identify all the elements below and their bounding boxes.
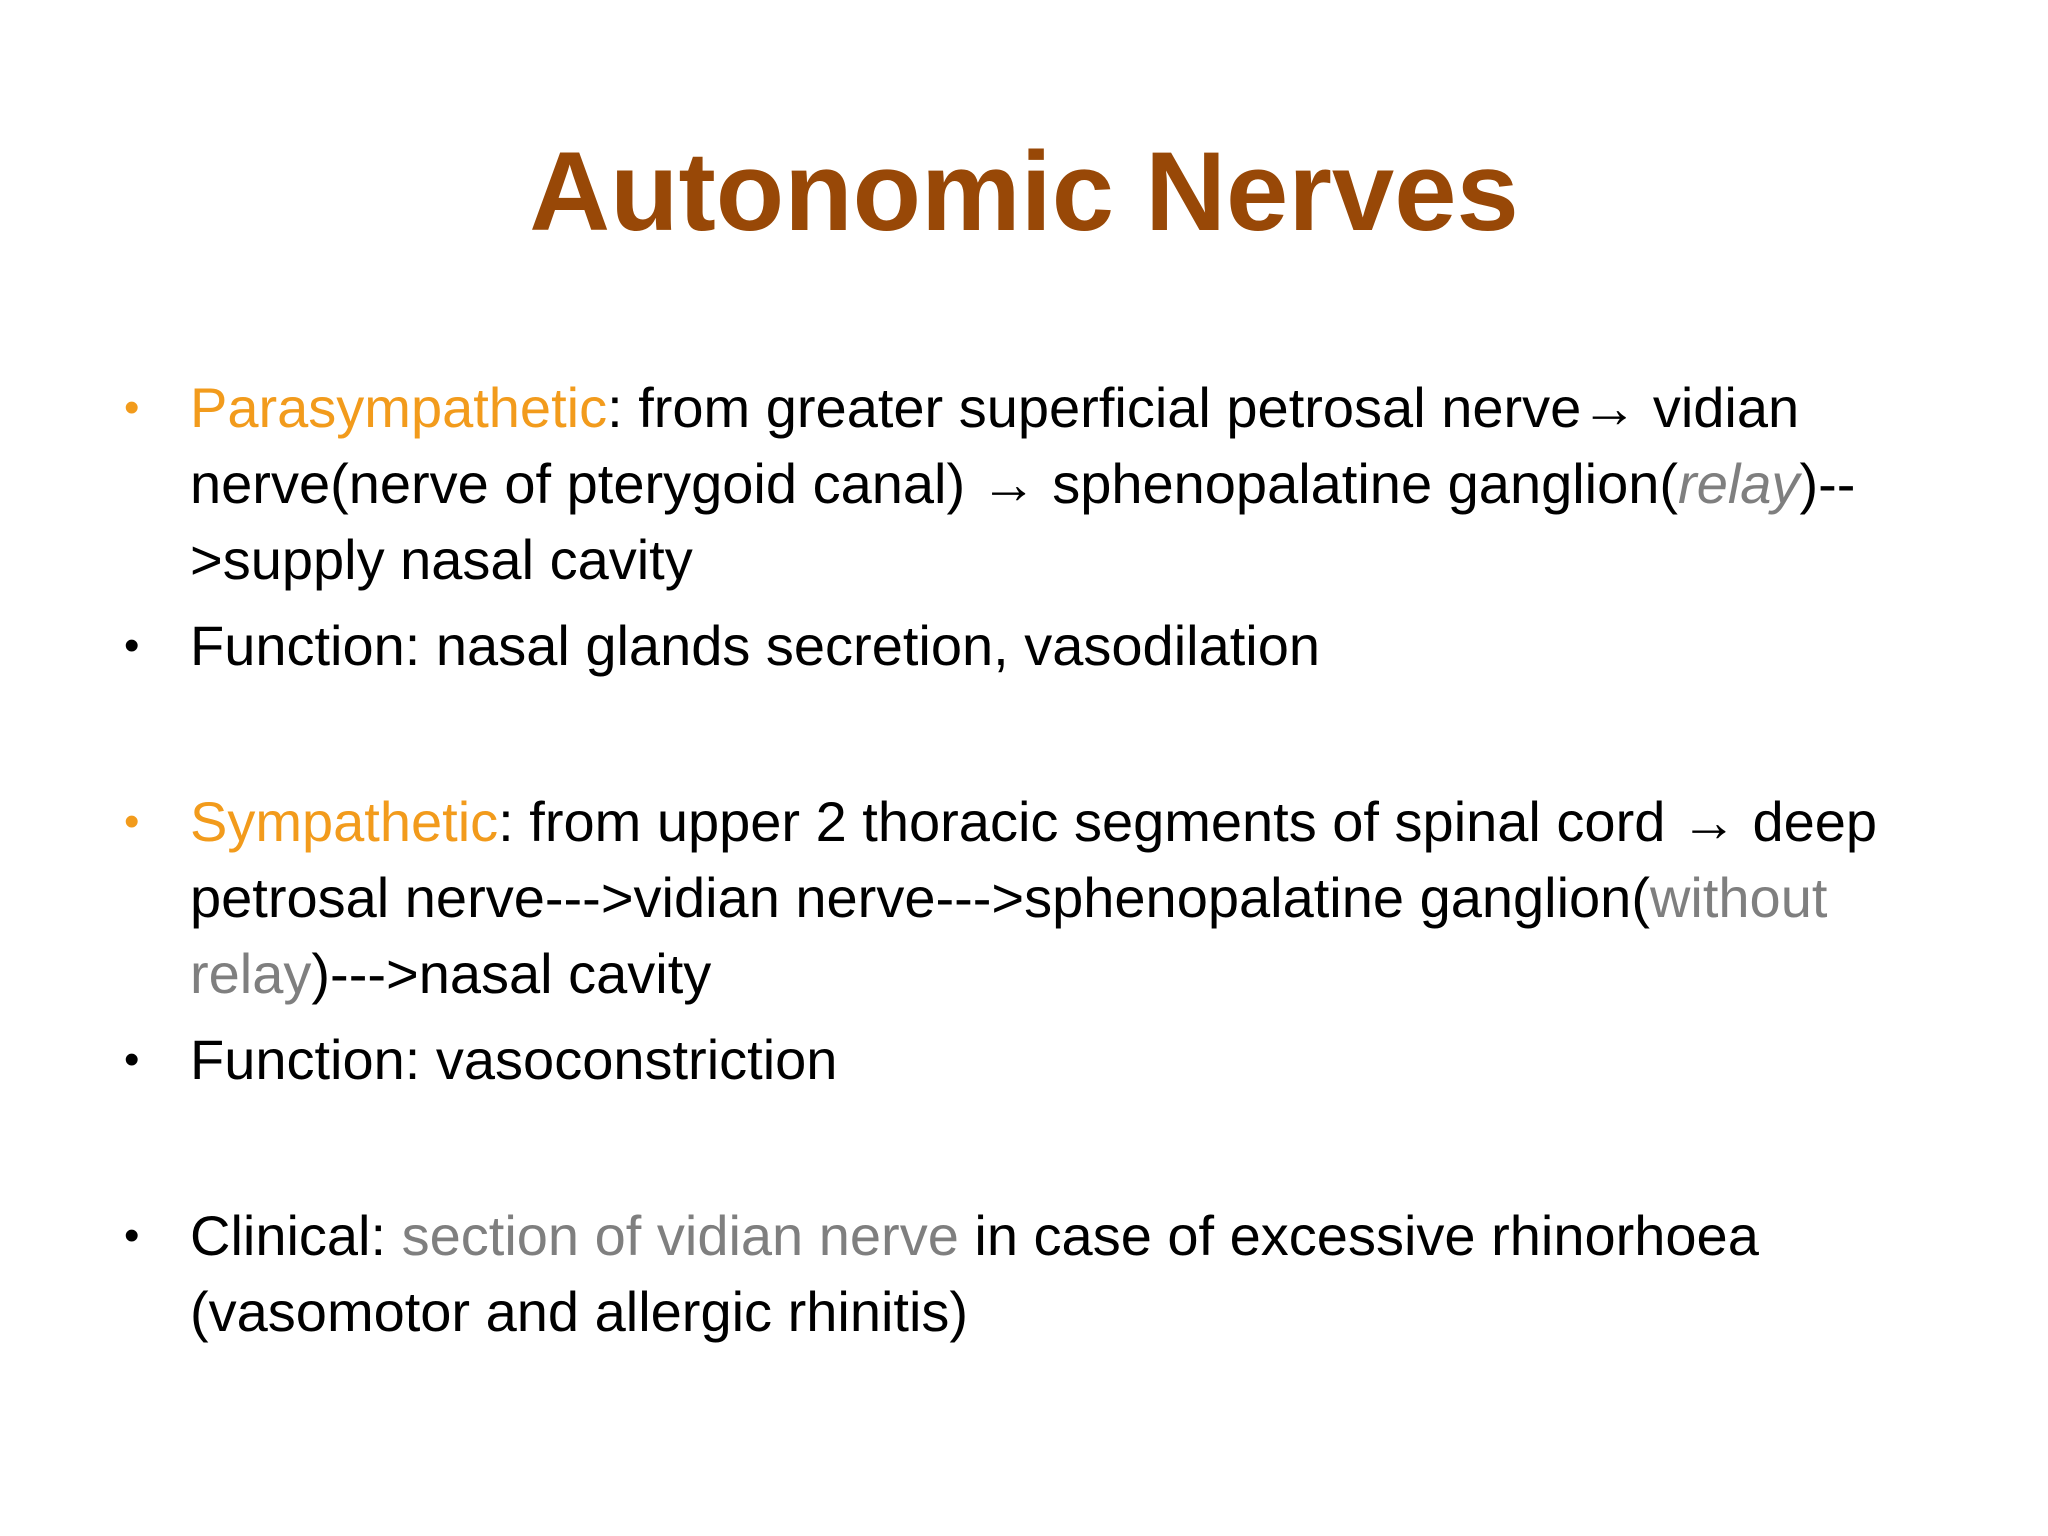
note-without-relay: without relay [190, 866, 1828, 1005]
bullet-parasympathetic [120, 370, 1980, 598]
bullet-text: Clinical: [190, 1204, 402, 1267]
bullet-marker: • [124, 621, 140, 670]
bullet-marker: • [124, 1035, 140, 1084]
bullet-text: : from greater superficial petrosal nerve→ vidian nerve(nerve of pterygoid canal) → sphenopalatine ganglion( [190, 376, 1800, 515]
bullet-text: )--->nasal cavity [311, 942, 712, 1005]
bullet-list [120, 370, 1980, 1350]
bullet-text: in case of excessive rhinorhoea (vasomotor and allergic rhinitis) [190, 1204, 1759, 1343]
term-parasympathetic: Parasympathetic [190, 376, 608, 439]
bullet-text: Function: vasoconstriction [190, 1028, 838, 1091]
term-sympathetic: Sympathetic [190, 790, 499, 853]
bullet-function-parasympathetic [120, 608, 1980, 684]
note-vidian-section: section of vidian nerve [401, 1204, 959, 1267]
slide-title: Autonomic Nerves [529, 129, 1519, 254]
bullet-text: : from upper 2 thoracic segments of spinal cord → deep petrosal nerve--->vidian nerve--->sphenopalatine ganglion( [190, 790, 1878, 929]
bullet-text: )-->supply nasal cavity [190, 452, 1856, 591]
bullet-marker: • [124, 383, 140, 432]
note-relay: relay [1678, 452, 1800, 515]
bullet-clinical [120, 1198, 1980, 1350]
bullet-text: Function: nasal glands secretion, vasodilation [190, 614, 1321, 677]
bullet-marker: • [124, 1211, 140, 1260]
bullet-sympathetic [120, 784, 1980, 1012]
bullet-function-sympathetic [120, 1022, 1980, 1098]
bullet-marker: • [124, 797, 140, 846]
